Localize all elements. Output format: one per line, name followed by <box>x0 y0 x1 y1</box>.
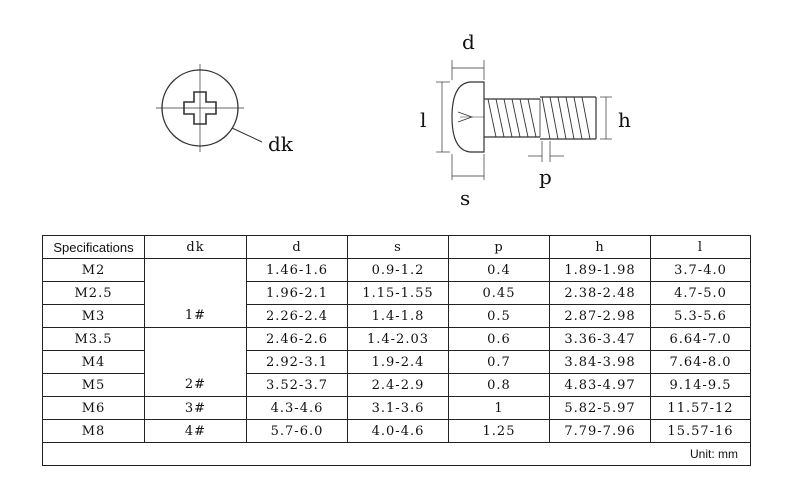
cell-spec: M5 <box>43 374 145 397</box>
cell-l: 15.57-16 <box>651 420 751 443</box>
cell-l: 5.3-5.6 <box>651 305 751 328</box>
cell-spec: M6 <box>43 397 145 420</box>
unit-note: Unit: mm <box>43 443 751 466</box>
cell-p: 0.7 <box>449 351 550 374</box>
table-unit-row <box>43 443 751 466</box>
table-header-row <box>43 236 751 259</box>
cell-h: 2.87-2.98 <box>550 305 651 328</box>
cell-d: 2.92-3.1 <box>247 351 348 374</box>
table-row <box>43 328 751 351</box>
cell-spec: M3.5 <box>43 328 145 351</box>
cell-p: 1.25 <box>449 420 550 443</box>
cell-d: 2.46-2.6 <box>247 328 348 351</box>
cell-h: 3.36-3.47 <box>550 328 651 351</box>
cell-p: 0.6 <box>449 328 550 351</box>
cell-h: 1.89-1.98 <box>550 259 651 282</box>
label-dk: dk <box>268 132 293 156</box>
cell-spec: M3 <box>43 305 145 328</box>
cell-h: 2.38-2.48 <box>550 282 651 305</box>
specifications-table <box>42 235 751 466</box>
header-l: l <box>651 236 751 259</box>
head-top-view <box>156 64 262 152</box>
cell-p: 0.5 <box>449 305 550 328</box>
cell-p: 1 <box>449 397 550 420</box>
label-d: d <box>462 30 475 54</box>
cell-l: 9.14-9.5 <box>651 374 751 397</box>
label-h: h <box>618 108 631 132</box>
cell-spec: M2 <box>43 259 145 282</box>
cell-d: 1.46-1.6 <box>247 259 348 282</box>
cell-s: 1.4-1.8 <box>348 305 449 328</box>
cell-dk-group: 1# <box>145 259 247 328</box>
cell-p: 0.45 <box>449 282 550 305</box>
table-row <box>43 397 751 420</box>
cell-l: 4.7-5.0 <box>651 282 751 305</box>
cell-p: 0.4 <box>449 259 550 282</box>
cell-dk-group: 3# <box>145 397 247 420</box>
cell-h: 4.83-4.97 <box>550 374 651 397</box>
cell-spec: M2.5 <box>43 282 145 305</box>
cell-dk-group: 4# <box>145 420 247 443</box>
cell-l: 11.57-12 <box>651 397 751 420</box>
cell-s: 3.1-3.6 <box>348 397 449 420</box>
screw-drawing-svg <box>0 0 790 228</box>
cell-h: 5.82-5.97 <box>550 397 651 420</box>
cell-l: 3.7-4.0 <box>651 259 751 282</box>
cell-s: 2.4-2.9 <box>348 374 449 397</box>
cell-l: 6.64-7.0 <box>651 328 751 351</box>
header-s: s <box>348 236 449 259</box>
cell-s: 1.9-2.4 <box>348 351 449 374</box>
header-dk: dk <box>145 236 247 259</box>
cell-d: 3.52-3.7 <box>247 374 348 397</box>
cell-spec: M4 <box>43 351 145 374</box>
label-p: p <box>539 165 552 189</box>
cell-dk-group: 2# <box>145 328 247 397</box>
header-p: p <box>449 236 550 259</box>
thread-lines <box>488 97 590 139</box>
screw-side-view <box>436 60 612 180</box>
cell-h: 3.84-3.98 <box>550 351 651 374</box>
label-l: l <box>420 108 427 132</box>
table-row <box>43 259 751 282</box>
cell-s: 1.15-1.55 <box>348 282 449 305</box>
cell-l: 7.64-8.0 <box>651 351 751 374</box>
cell-d: 1.96-2.1 <box>247 282 348 305</box>
screw-technical-drawing <box>0 0 790 228</box>
cell-s: 1.4-2.03 <box>348 328 449 351</box>
cell-s: 4.0-4.6 <box>348 420 449 443</box>
cell-s: 0.9-1.2 <box>348 259 449 282</box>
cell-d: 4.3-4.6 <box>247 397 348 420</box>
cell-d: 2.26-2.4 <box>247 305 348 328</box>
table-row <box>43 420 751 443</box>
cell-p: 0.8 <box>449 374 550 397</box>
label-s: s <box>460 186 471 210</box>
cell-h: 7.79-7.96 <box>550 420 651 443</box>
header-specifications: Specifications <box>43 236 145 259</box>
header-h: h <box>550 236 651 259</box>
cell-spec: M8 <box>43 420 145 443</box>
header-d: d <box>247 236 348 259</box>
cell-d: 5.7-6.0 <box>247 420 348 443</box>
